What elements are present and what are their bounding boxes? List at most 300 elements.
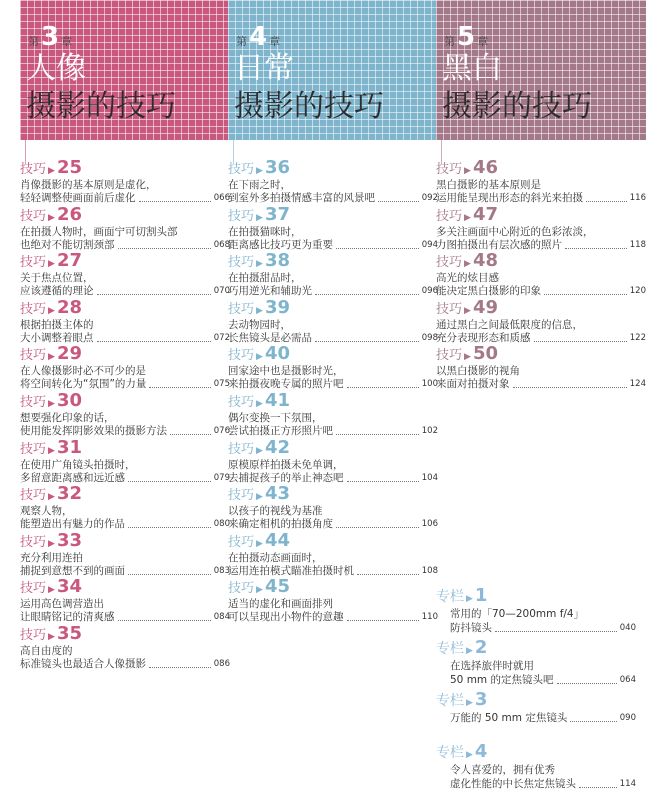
page-number: 104 — [421, 472, 438, 483]
entry-line-2 — [20, 518, 230, 531]
dot-leader — [544, 294, 627, 295]
entry-label-row[interactable] — [228, 531, 438, 552]
arrow-icon: ▶ — [256, 585, 263, 596]
entry-label: 技巧 — [20, 441, 47, 457]
entry-label: 技巧 — [228, 255, 255, 271]
arrow-icon: ▶ — [256, 166, 263, 176]
toc-entry — [436, 251, 646, 298]
entry-line-2 — [228, 192, 438, 205]
toc-entry — [436, 205, 646, 252]
entry-line-2-text: 防抖镜头 — [450, 622, 492, 634]
entry-line-2 — [20, 378, 230, 391]
entry-line-2-text: 运用连拍模式瞄准拍摄时机 — [228, 564, 354, 577]
entry-line-1: 回家途中也是摄影时光， — [228, 365, 344, 378]
chapter-4-number — [236, 24, 280, 50]
entry-label-row[interactable] — [228, 205, 438, 226]
entry-line-2-text: 也绝对不能切割颈部 — [20, 238, 115, 251]
page-number: 124 — [629, 379, 646, 390]
entry-line-2-text: 虚化性能的中长焦定焦镜头 — [450, 778, 576, 790]
toc-entry — [436, 690, 636, 742]
arrow-icon: ▶ — [48, 631, 55, 642]
entry-line-2 — [228, 518, 438, 531]
toc-entry — [20, 251, 230, 298]
entry-number: 48 — [472, 250, 498, 272]
entry-label-row[interactable] — [20, 531, 230, 552]
entry-line-2-text: 让眼睛铭记的清爽感 — [20, 611, 115, 624]
entry-number: 42 — [264, 436, 290, 458]
arrow-icon: ▶ — [464, 212, 471, 223]
chapter-4-entries — [228, 158, 438, 624]
chapter-5-entries — [436, 158, 646, 391]
entry-label-row[interactable] — [228, 251, 438, 272]
entry-line-1: 在拍摄猫咪时， — [228, 225, 302, 238]
entry-line-1: 在拍摄人物时，画面宁可切割头部 — [20, 225, 178, 238]
entry-number: 45 — [264, 576, 290, 598]
entry-line-1: 充分利用连拍 — [20, 551, 83, 564]
entry-label-row[interactable] — [436, 690, 636, 711]
entry-label: 技巧 — [436, 208, 463, 224]
entry-line-2 — [436, 711, 636, 725]
toc-entry — [436, 586, 636, 638]
dot-leader — [534, 341, 627, 342]
entry-line-2-text: 能决定黑白摄影的印象 — [436, 285, 541, 298]
page-number: 084 — [213, 612, 230, 623]
entry-line-1: 黑白摄影的基本原则是 — [436, 179, 541, 191]
entry-line-2 — [436, 239, 646, 252]
entry-line-1: 根据拍摄主体的 — [20, 318, 94, 331]
page-number: 064 — [619, 675, 636, 685]
page-number: 092 — [421, 193, 438, 203]
arrow-icon: ▶ — [464, 305, 471, 316]
page-number: 072 — [213, 332, 230, 343]
dot-leader — [378, 201, 419, 202]
chapter-5-title: 黑白 — [442, 51, 502, 86]
entry-line-1: 适当的虚化和画面排列 — [228, 598, 333, 611]
entry-label-row[interactable] — [20, 298, 230, 319]
chapter-5-subtitle: 摄影的技巧 — [442, 89, 592, 124]
entry-label: 技巧 — [20, 348, 47, 364]
entry-label-row[interactable] — [228, 391, 438, 412]
page-number: 075 — [213, 379, 230, 390]
dot-leader — [586, 201, 627, 202]
entry-line-2-text: 可以呈现出小物件的意趣 — [228, 611, 344, 624]
entry-label: 专栏 — [436, 589, 464, 605]
page-number: 100 — [421, 379, 438, 390]
entry-line-2-text: 万能的 50 mm 定焦镜头 — [450, 712, 568, 724]
page-number: 122 — [629, 332, 646, 343]
entry-line-2 — [20, 239, 230, 252]
entry-line-2 — [20, 425, 230, 438]
arrow-icon: ▶ — [466, 698, 473, 708]
entry-label-row[interactable] — [20, 344, 230, 365]
entry-line-2 — [20, 285, 230, 298]
chapter-4-header — [228, 0, 438, 140]
toc-entry — [436, 158, 646, 205]
entry-label: 技巧 — [436, 301, 463, 317]
toc-entry — [228, 531, 438, 578]
chapter-suffix: 章 — [477, 35, 489, 48]
arrow-icon: ▶ — [256, 259, 263, 270]
entry-number: 41 — [264, 389, 290, 411]
entry-line-1: 以黑白摄影的视角 — [436, 365, 520, 378]
dot-leader — [495, 631, 617, 632]
entry-number: 2 — [474, 637, 488, 658]
page-number: 083 — [213, 565, 230, 576]
chapter-4-title: 日常 — [234, 51, 294, 86]
page-number: 079 — [213, 472, 230, 483]
chapter-num: 4 — [249, 22, 268, 52]
entry-number: 26 — [56, 203, 82, 225]
entry-label-row[interactable] — [20, 205, 230, 226]
entry-line-2 — [228, 472, 438, 485]
entry-label: 技巧 — [228, 208, 255, 224]
toc-entry — [20, 158, 230, 205]
entry-line-1: 在拍摄甜品时， — [228, 272, 302, 285]
page-number: 098 — [421, 332, 438, 343]
entry-line-1: 常用的「70—200mm f/4」 — [450, 608, 585, 620]
entry-line-1: 去动物园时， — [228, 318, 291, 331]
entry-label: 专栏 — [436, 693, 464, 709]
arrow-icon: ▶ — [466, 594, 473, 604]
entry-label: 专栏 — [436, 745, 464, 761]
dot-leader — [149, 387, 210, 388]
chapter-suffix: 章 — [61, 35, 73, 48]
entry-number: 40 — [264, 343, 290, 365]
entry-line-2 — [436, 777, 636, 791]
entry-label-row[interactable] — [228, 344, 438, 365]
entry-line-1: 关于焦点位置， — [20, 272, 94, 285]
entry-number: 38 — [264, 250, 290, 272]
arrow-icon: ▶ — [48, 212, 55, 223]
entry-label: 专栏 — [436, 641, 464, 657]
dot-leader — [128, 527, 211, 528]
chapter-num: 5 — [457, 22, 476, 52]
entry-number: 35 — [56, 622, 82, 644]
arrow-icon: ▶ — [48, 585, 55, 596]
entry-line-2 — [20, 658, 230, 671]
entry-label-row[interactable] — [20, 251, 230, 272]
arrow-icon: ▶ — [48, 305, 55, 316]
page-number: 086 — [213, 658, 230, 669]
page-number: 114 — [619, 779, 636, 789]
arrow-icon: ▶ — [256, 492, 263, 503]
toc-entry — [228, 438, 438, 485]
chapter-4-subtitle: 摄影的技巧 — [234, 89, 384, 124]
entry-line-2 — [20, 192, 230, 205]
chapter-5-number — [444, 24, 488, 50]
dot-leader — [315, 294, 419, 295]
entry-label-row[interactable] — [436, 742, 636, 763]
entry-label-row[interactable] — [228, 484, 438, 505]
page-number: 068 — [213, 239, 230, 250]
entry-label: 技巧 — [20, 162, 47, 177]
sidebar-column-list — [436, 586, 636, 794]
entry-line-2-text: 大小调整着眼点 — [20, 331, 94, 344]
page-number: 110 — [421, 612, 438, 623]
toc-entry — [228, 251, 438, 298]
dot-leader — [347, 620, 419, 621]
entry-line-2 — [436, 285, 646, 298]
arrow-icon: ▶ — [466, 646, 473, 656]
entry-line-2-text: 来面对拍摄对象 — [436, 378, 510, 391]
page-number: 066 — [213, 193, 230, 203]
entry-label: 技巧 — [228, 441, 255, 457]
entry-line-2-text: 使用能发挥阴影效果的摄影方法 — [20, 424, 167, 437]
entry-line-2 — [436, 332, 646, 345]
page-number: 116 — [629, 193, 646, 203]
toc-entry — [436, 638, 636, 690]
toc-entry — [228, 298, 438, 345]
dot-leader — [97, 294, 211, 295]
chapter-3-number — [28, 24, 72, 50]
entry-line-2 — [436, 621, 636, 635]
entry-line-1: 偶尔变换一下氛围， — [228, 411, 323, 424]
entry-line-2-text: 将空间转化为“氛围”的力量 — [20, 378, 147, 391]
dot-leader — [513, 387, 627, 388]
page-number: 096 — [421, 286, 438, 297]
entry-number: 39 — [264, 296, 290, 318]
arrow-icon: ▶ — [464, 352, 471, 363]
entry-label-row[interactable] — [20, 438, 230, 459]
arrow-icon: ▶ — [256, 305, 263, 316]
entry-number: 1 — [474, 585, 488, 606]
dot-leader — [579, 787, 617, 788]
toc-entry — [20, 438, 230, 485]
page-number: 106 — [421, 519, 438, 530]
entry-label: 技巧 — [20, 301, 47, 317]
toc-entry — [228, 577, 438, 624]
dot-leader — [336, 248, 419, 249]
entry-line-2 — [228, 239, 438, 252]
arrow-icon: ▶ — [256, 398, 263, 409]
entry-number: 47 — [472, 203, 498, 225]
page-number: 070 — [213, 286, 230, 297]
toc-entry — [436, 742, 636, 794]
chapter-num: 3 — [41, 22, 60, 52]
entry-label-row[interactable] — [228, 298, 438, 319]
entry-line-2-text: 轻轻调整使画面前后虚化 — [20, 192, 136, 204]
page-number: 102 — [421, 425, 438, 436]
page-number: 040 — [619, 623, 636, 633]
entry-line-1: 在下雨之时， — [228, 179, 291, 191]
entry-line-1: 观察人物， — [20, 505, 73, 518]
arrow-icon: ▶ — [48, 352, 55, 363]
entry-label-row[interactable] — [436, 158, 646, 179]
dot-leader — [357, 574, 419, 575]
entry-number: 44 — [264, 529, 290, 551]
toc-entry — [228, 484, 438, 531]
chapter-3-title: 人像 — [26, 51, 86, 86]
arrow-icon: ▶ — [256, 445, 263, 456]
entry-line-2 — [436, 673, 636, 687]
entry-line-2-text: 长焦镜头是必需品 — [228, 331, 312, 344]
entry-number: 3 — [474, 689, 488, 710]
dot-leader — [170, 434, 211, 435]
entry-line-1: 高光的炫目感 — [436, 272, 499, 285]
toc-entry — [20, 531, 230, 578]
entry-number: 43 — [264, 483, 290, 505]
page-number: 094 — [421, 239, 438, 250]
entry-label-row[interactable] — [436, 344, 646, 365]
entry-label-row[interactable] — [20, 577, 230, 598]
arrow-icon: ▶ — [256, 212, 263, 223]
entry-line-1: 肖像摄影的基本原则是虚化， — [20, 179, 157, 191]
entry-line-2-text: 距离感比技巧更为重要 — [228, 238, 333, 251]
entry-line-2-text: 运用能呈现出形态的斜光来拍摄 — [436, 192, 583, 204]
entry-line-2 — [20, 472, 230, 485]
entry-line-1: 令人喜爱的，拥有优秀 — [450, 764, 555, 776]
entry-label-row[interactable] — [20, 624, 230, 645]
entry-label-row[interactable] — [20, 391, 230, 412]
entry-line-2-text: 去捕捉孩子的举止神态吧 — [228, 471, 344, 484]
arrow-icon: ▶ — [464, 166, 471, 176]
toc-entry — [20, 577, 230, 624]
toc-entry — [228, 158, 438, 205]
dot-leader — [570, 721, 616, 722]
dot-leader — [557, 683, 617, 684]
entry-number: 46 — [472, 157, 498, 178]
entry-number: 33 — [56, 529, 82, 551]
entry-label-row[interactable] — [436, 251, 646, 272]
chapter-3-header — [20, 0, 230, 140]
arrow-icon: ▶ — [48, 445, 55, 456]
entry-label: 技巧 — [228, 162, 255, 177]
entry-number: 28 — [56, 296, 82, 318]
arrow-icon: ▶ — [256, 538, 263, 549]
entry-label: 技巧 — [228, 534, 255, 550]
dot-leader — [118, 248, 211, 249]
entry-line-2 — [20, 332, 230, 345]
toc-entry — [228, 391, 438, 438]
page-number: 090 — [619, 713, 636, 723]
entry-label-row[interactable] — [436, 586, 636, 607]
entry-label-row[interactable] — [436, 638, 636, 659]
arrow-icon: ▶ — [48, 166, 55, 176]
dot-leader — [97, 341, 211, 342]
chapter-3-column — [20, 0, 230, 670]
entry-line-2 — [20, 611, 230, 624]
entry-line-2-text: 来拍摄夜晚专属的照片吧 — [228, 378, 344, 391]
toc-entry — [436, 298, 646, 345]
entry-line-1: 在选择旅伴时就用 — [450, 660, 534, 672]
entry-label: 技巧 — [20, 488, 47, 504]
entry-label: 技巧 — [436, 348, 463, 364]
entry-line-2 — [20, 565, 230, 578]
dot-leader — [149, 667, 211, 668]
arrow-icon: ▶ — [466, 750, 473, 760]
entry-line-1: 高自由度的 — [20, 644, 73, 657]
entry-label: 技巧 — [436, 255, 463, 271]
entry-line-2-text: 能塑造出有魅力的作品 — [20, 518, 125, 531]
entry-label-row[interactable] — [436, 205, 646, 226]
entry-label: 技巧 — [20, 581, 47, 597]
toc-entry — [228, 205, 438, 252]
arrow-icon: ▶ — [48, 259, 55, 270]
entry-label-row[interactable] — [20, 484, 230, 505]
entry-label: 技巧 — [228, 348, 255, 364]
entry-line-2 — [228, 611, 438, 624]
chapter-3-entries — [20, 158, 230, 671]
page-number: 120 — [629, 286, 646, 297]
entry-line-2-text: 应该遵循的理论 — [20, 285, 94, 298]
dot-leader — [128, 481, 211, 482]
entry-number: 25 — [56, 157, 82, 178]
dot-leader — [128, 574, 211, 575]
entry-line-2-text: 到室外多拍摄情感丰富的风景吧 — [228, 192, 375, 204]
toc-entry — [20, 344, 230, 391]
entry-line-1: 在人像摄影时必不可少的是 — [20, 365, 146, 378]
entry-line-2 — [228, 285, 438, 298]
dot-leader — [315, 341, 419, 342]
entry-line-2 — [228, 425, 438, 438]
entry-number: 34 — [56, 576, 82, 598]
toc-entry — [436, 344, 646, 391]
entry-label: 技巧 — [20, 255, 47, 271]
dot-leader — [139, 201, 211, 202]
dot-leader — [347, 387, 419, 388]
entry-line-1: 原模原样拍摄未免单调， — [228, 458, 344, 471]
toc-entry — [20, 624, 230, 671]
entry-line-2 — [228, 378, 438, 391]
entry-line-1: 在拍摄动态画面时， — [228, 551, 323, 564]
entry-line-1: 多关注画面中心附近的色彩浓淡， — [436, 225, 594, 238]
entry-line-2 — [228, 565, 438, 578]
entry-label-row[interactable] — [228, 438, 438, 459]
arrow-icon: ▶ — [464, 259, 471, 270]
dot-leader — [347, 481, 419, 482]
page-number: 118 — [629, 239, 646, 250]
entry-line-2 — [436, 378, 646, 391]
entry-label-row[interactable] — [228, 158, 438, 179]
entry-number: 31 — [56, 436, 82, 458]
entry-label: 技巧 — [20, 394, 47, 410]
chapter-5-header — [436, 0, 646, 140]
entry-line-1: 想要强化印象的话， — [20, 411, 115, 424]
entry-number: 37 — [264, 203, 290, 225]
arrow-icon: ▶ — [48, 538, 55, 549]
entry-label-row[interactable] — [20, 158, 230, 179]
arrow-icon: ▶ — [48, 398, 55, 409]
entry-line-2 — [436, 192, 646, 205]
entry-line-1: 运用高色调营造出 — [20, 598, 104, 611]
entry-label: 技巧 — [20, 208, 47, 224]
page-number: 076 — [213, 425, 230, 436]
entry-label: 技巧 — [436, 162, 463, 177]
arrow-icon: ▶ — [256, 352, 263, 363]
chapter-5-column — [436, 0, 646, 790]
entry-label: 技巧 — [228, 488, 255, 504]
entry-number: 32 — [56, 483, 82, 505]
toc-entry — [20, 484, 230, 531]
chapter-prefix: 第 — [236, 35, 247, 48]
entry-number: 50 — [472, 343, 498, 365]
entry-label: 技巧 — [20, 627, 47, 643]
page-number: 108 — [421, 565, 438, 576]
chapter-prefix: 第 — [444, 35, 455, 48]
entry-line-1: 以孩子的视线为基准 — [228, 505, 323, 518]
chapter-prefix: 第 — [28, 35, 39, 48]
page-number: 080 — [213, 519, 230, 530]
entry-label: 技巧 — [228, 394, 255, 410]
entry-label-row[interactable] — [436, 298, 646, 319]
chapter-3-subtitle: 摄影的技巧 — [26, 89, 176, 124]
entry-label: 技巧 — [228, 581, 255, 597]
entry-line-1: 在使用广角镜头拍摄时， — [20, 458, 136, 471]
entry-number: 29 — [56, 343, 82, 365]
entry-line-2-text: 充分表现形态和质感 — [436, 331, 531, 344]
entry-label-row[interactable] — [228, 577, 438, 598]
entry-line-1: 通过黑白之间最低限度的信息， — [436, 318, 583, 331]
